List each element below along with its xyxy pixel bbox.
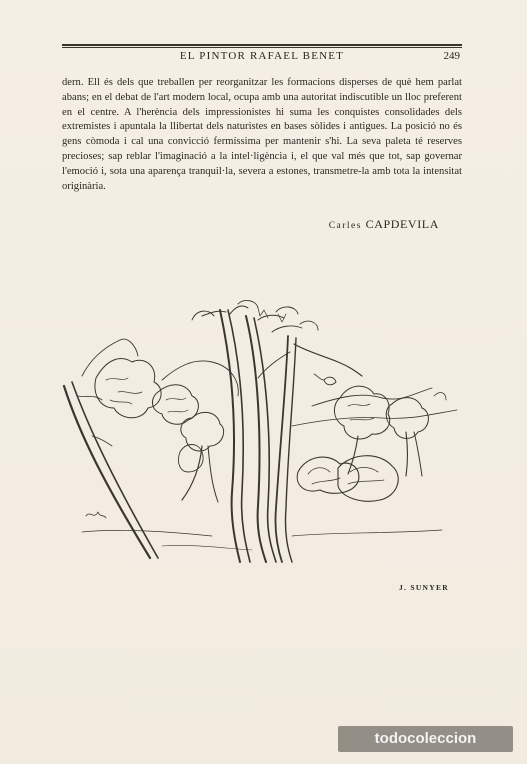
landscape-drawing [62,296,462,568]
page-number: 249 [443,50,460,62]
author-first-name: Carles [328,221,362,231]
header-rule [62,44,462,46]
watermark-logo: todocoleccion [338,726,513,752]
author-signature [329,217,439,232]
header-rule-thin [62,47,462,48]
running-title: EL PINTOR RAFAEL BENET [179,50,345,62]
figure-caption: J. SUNYER [398,583,449,592]
author-last-name: CAPDEVILA [365,217,439,231]
article-paragraph: dern. Ell és dels que treballen per reorganitzar les formacions disperses de què hem parlat abans; en el debat de l'art modern local, ocupa amb una autoritat indiscutible un lloc preferent en el centre. A l'herència dels impressionistes hi suma les conquistes consolidades dels extremistes i apuntala la llibertat dels naturistes en bases sòlides i antigues. La posició no és gens còmoda i cal una convicció fermíssima per mantenir s'hi. La seva paleta té reserves precioses; sap reblar l'imaginació a la intel·ligència i, el que val més que tot, sap governar l'emoció i, sota una aparença tranquil·la, severa a estones, transmetre-la amb tota la intensitat originària. [62,77,462,192]
